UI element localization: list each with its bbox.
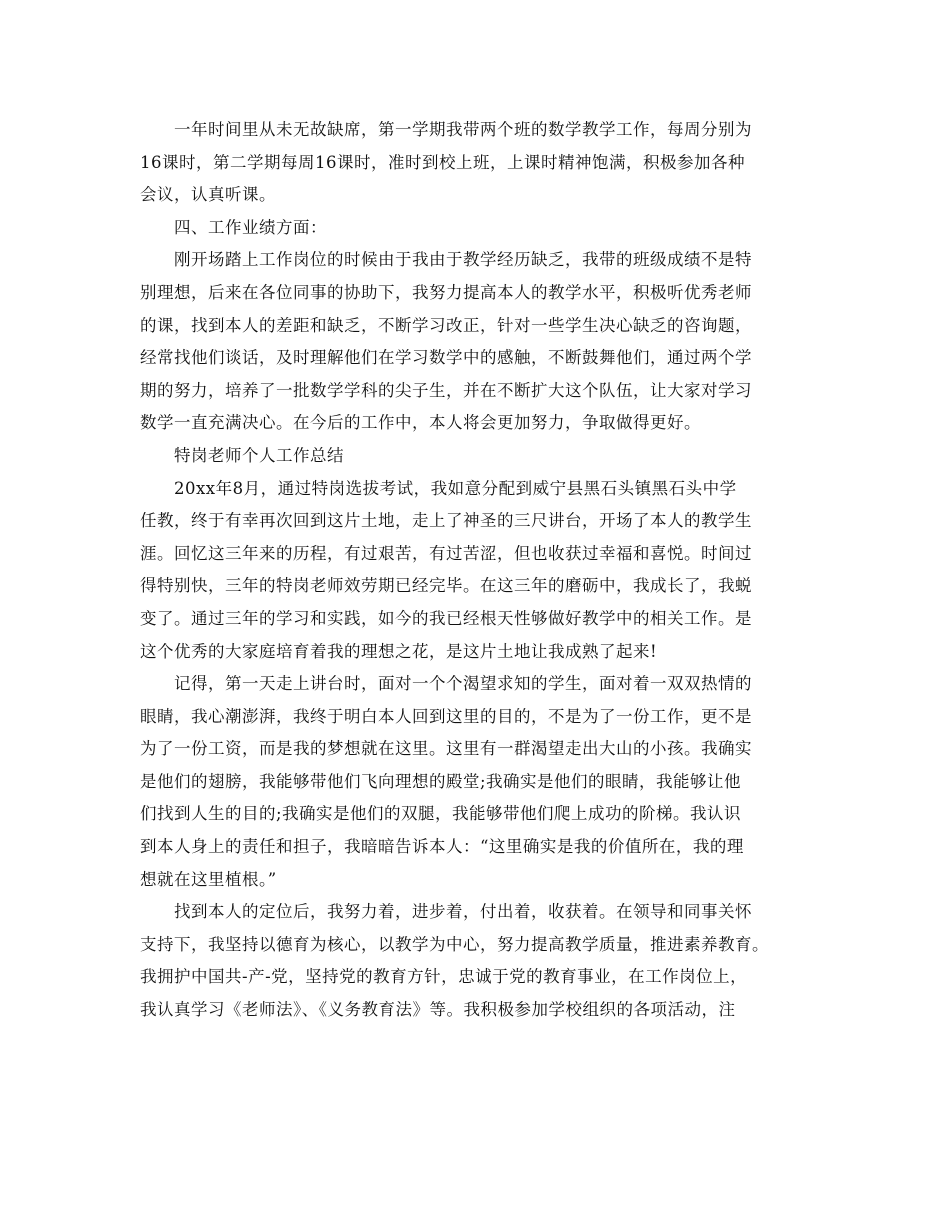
text-line: 这个优秀的大家庭培育着我的理想之花，是这片土地让我成熟了起来! (140, 641, 658, 661)
text-line: 涯。回忆这三年来的历程，有过艰苦，有过苦涩，但也收获过幸福和喜悦。时间过 (140, 543, 752, 563)
text-line: 一年时间里从未无故缺席，第一学期我带两个班的数学教学工作，每周分别为 (174, 120, 752, 139)
text-line: 为了一份工资，而是我的梦想就在这里。这里有一群渴望走出大山的小孩。我确实 (140, 739, 752, 759)
text-line: 经常找他们谈话，及时理解他们在学习数学中的感触，不断鼓舞他们，通过两个学 (140, 348, 752, 368)
text-line: 四、工作业绩方面： (174, 217, 327, 237)
text-line: 别理想，后来在各位同事的协助下，我努力提高本人的教学水平，积极听优秀老师 (140, 282, 752, 302)
text-line: 16课时，第二学期每周16课时，准时到校上班，上课时精神饱满，积极参加各种 (140, 152, 745, 172)
text-line: 得特别快，三年的特岗老师效劳期已经完毕。在这三年的磨砺中，我成长了，我蜕 (140, 576, 752, 596)
text-line: 们找到人生的目的;我确实是他们的双腿，我能够带他们爬上成功的阶梯。我认识 (140, 804, 742, 824)
text-line: 我认真学习《老师法》、《义务教育法》等。我积极参加学校组织的各项活动，注 (140, 1000, 736, 1020)
text-line: 是他们的翅膀，我能够带他们飞向理想的殿堂;我确实是他们的眼睛，我能够让他 (140, 771, 742, 791)
text-line: 想就在这里植根。” (140, 869, 277, 889)
text-line: 特岗老师个人工作总结 (174, 445, 344, 465)
text-line: 数学一直充满决心。在今后的工作中，本人将会更加努力，争取做得更好。 (140, 413, 701, 433)
text-line: 的课，找到本人的差距和缺乏，不断学习改正，针对一些学生决心缺乏的咨询题， (140, 315, 752, 335)
text-line: 找到本人的定位后，我努力着，进步着，付出着，收获着。在领导和同事关怀 (174, 902, 752, 922)
text-line: 眼睛，我心潮澎湃，我终于明白本人回到这里的目的，不是为了一份工作，更不是 (140, 706, 752, 726)
text-line: 到本人身上的责任和担子，我暗暗告诉本人：“这里确实是我的价值所在，我的理 (140, 837, 744, 857)
text-line: 期的努力，培养了一批数学学科的尖子生，并在不断扩大这个队伍，让大家对学习 (140, 380, 752, 400)
document-body (140, 114, 830, 1027)
text-line: 变了。通过三年的学习和实践，如今的我已经根天性够做好教学中的相关工作。是 (140, 608, 752, 628)
text-line: 刚开场踏上工作岗位的时候由于我由于教学经历缺乏，我带的班级成绩不是特 (174, 250, 752, 270)
text-line: 会议，认真听课。 (140, 185, 276, 205)
text-line: 支持下，我坚持以德育为核心，以教学为中心，努力提高教学质量，推进素养教育。 (140, 934, 769, 954)
text-line: 20xx年8月，通过特岗选拔考试，我如意分配到威宁县黑石头镇黑石头中学 (174, 478, 737, 498)
text-line: 任教，终于有幸再次回到这片土地，走上了神圣的三尺讲台，开场了本人的教学生 (140, 511, 752, 531)
text-line: 记得，第一天走上讲台时，面对一个个渴望求知的学生，面对着一双双热情的 (174, 674, 752, 694)
text-line: 我拥护中国共-产-党，坚持党的教育方针，忠诚于党的教育事业，在工作岗位上， (140, 967, 748, 987)
